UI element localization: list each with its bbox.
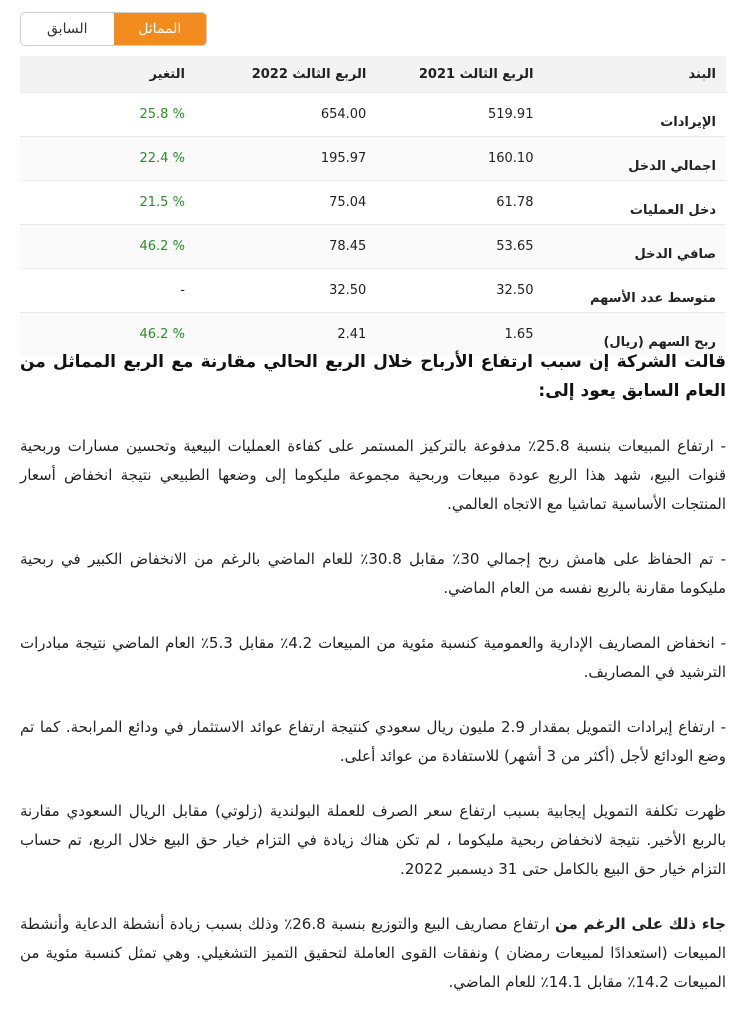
article-paragraph-text: ارتفاع مصاريف البيع والتوزيع بنسبة 26.8٪ وذلك بسبب زيادة أنشطة الدعاية وأنشطة المبيعات (استعدادًا لمبيعات رمضان ) ونفقات القوى العاملة لتحقيق التميز التشغيلي. وهي تمثل كنسبة مئوية من المبيعات 14.2٪ مقابل 14.1٪ للعام الماضي. — [20, 915, 726, 991]
article-heading: قالت الشركة إن سبب ارتفاع الأرباح خلال الربع الحالي مقارنة مع الربع المماثل من العام السابق يعود إلى: — [20, 352, 726, 401]
row-change: % 22.4 — [20, 137, 195, 181]
article-paragraph: - ارتفاع المبيعات بنسبة 25.8٪ مدفوعة بالتركيز المستمر على كفاءة العمليات البيعية وتحسين مسارات وربحية قنوات البيع، شهد هذا الربع عودة مبيعات وربحية مجموعة مليكوما إلى وضعها الطبيعي نتيجة انخفاض أسعار المنتجات الأساسية تماشيا مع الاتجاه العالمي. — [20, 437, 726, 513]
header-change: التغير — [20, 56, 195, 93]
row-q3-2021: 32.50 — [376, 269, 543, 313]
header-q3-2021: الربع الثالث 2021 — [376, 56, 543, 93]
row-item: ربح السهم (ريال) — [543, 313, 726, 357]
article-paragraph: ظهرت تكلفة التمويل إيجابية بسبب ارتفاع سعر الصرف للعملة البولندية (زلوتي) مقابل الريال السعودي مقارنة بالربع الأخير. نتيجة لانخفاض ربحية مليكوما ، لم تكن هناك زيادة في التزام خيار حق البيع خلال الربع، تم حساب التزام خيار حق البيع بالكامل حتى 31 ديسمبر 2022. — [20, 802, 726, 878]
table-row — [20, 225, 726, 269]
article-body — [20, 348, 726, 1023]
row-q3-2022: 32.50 — [195, 269, 376, 313]
row-change: % 46.2 — [20, 225, 195, 269]
table-row — [20, 93, 726, 137]
row-item: دخل العمليات — [543, 181, 726, 225]
row-item: متوسط عدد الأسهم — [543, 269, 726, 313]
table-row — [20, 137, 726, 181]
row-q3-2022: 75.04 — [195, 181, 376, 225]
article-bold-lead: جاء ذلك على الرغم من — [555, 915, 726, 933]
row-change: % 25.8 — [20, 93, 195, 137]
row-item: الإيرادات — [543, 93, 726, 137]
previous-period-button[interactable]: السابق — [21, 13, 114, 45]
header-item: البند — [543, 56, 726, 93]
article-paragraph: - انخفاض المصاريف الإدارية والعمومية كنسبة مئوية من المبيعات 4.2٪ مقابل 5.3٪ العام الماضي نتيجة مبادرات الترشيد في المصاريف. — [20, 634, 726, 681]
same-period-button[interactable]: المماثل — [114, 13, 207, 45]
table-header-row — [20, 56, 726, 93]
financial-results-table — [20, 56, 726, 356]
period-toggle — [20, 12, 207, 46]
article-paragraph: - تم الحفاظ على هامش ربح إجمالي 30٪ مقابل 30.8٪ للعام الماضي بالرغم من الانخفاض الكبير في ربحية مليكوما مقارنة بالربع نفسه من العام الماضي. — [20, 550, 726, 597]
table-row — [20, 269, 726, 313]
row-q3-2022: 2.41 — [195, 313, 376, 357]
row-q3-2021: 61.78 — [376, 181, 543, 225]
row-q3-2022: 78.45 — [195, 225, 376, 269]
row-item: صافي الدخل — [543, 225, 726, 269]
row-q3-2021: 1.65 — [376, 313, 543, 357]
header-q3-2022: الربع الثالث 2022 — [195, 56, 376, 93]
row-change: % 21.5 — [20, 181, 195, 225]
row-q3-2021: 53.65 — [376, 225, 543, 269]
row-q3-2022: 195.97 — [195, 137, 376, 181]
table-row — [20, 181, 726, 225]
row-q3-2021: 160.10 — [376, 137, 543, 181]
row-item: اجمالي الدخل — [543, 137, 726, 181]
row-q3-2021: 519.91 — [376, 93, 543, 137]
row-change: - — [20, 269, 195, 313]
article-paragraph: - ارتفاع إيرادات التمويل بمقدار 2.9 مليون ريال سعودي كنتيجة ارتفاع عوائد الاستثمار في ودائع المرابحة. كما تم وضع الودائع لأجل (أكثر من 3 أشهر) للاستفادة من عوائد أعلى. — [20, 718, 727, 765]
row-q3-2022: 654.00 — [195, 93, 376, 137]
article-paragraph — [20, 910, 726, 997]
row-change: % 46.2 — [20, 313, 195, 357]
